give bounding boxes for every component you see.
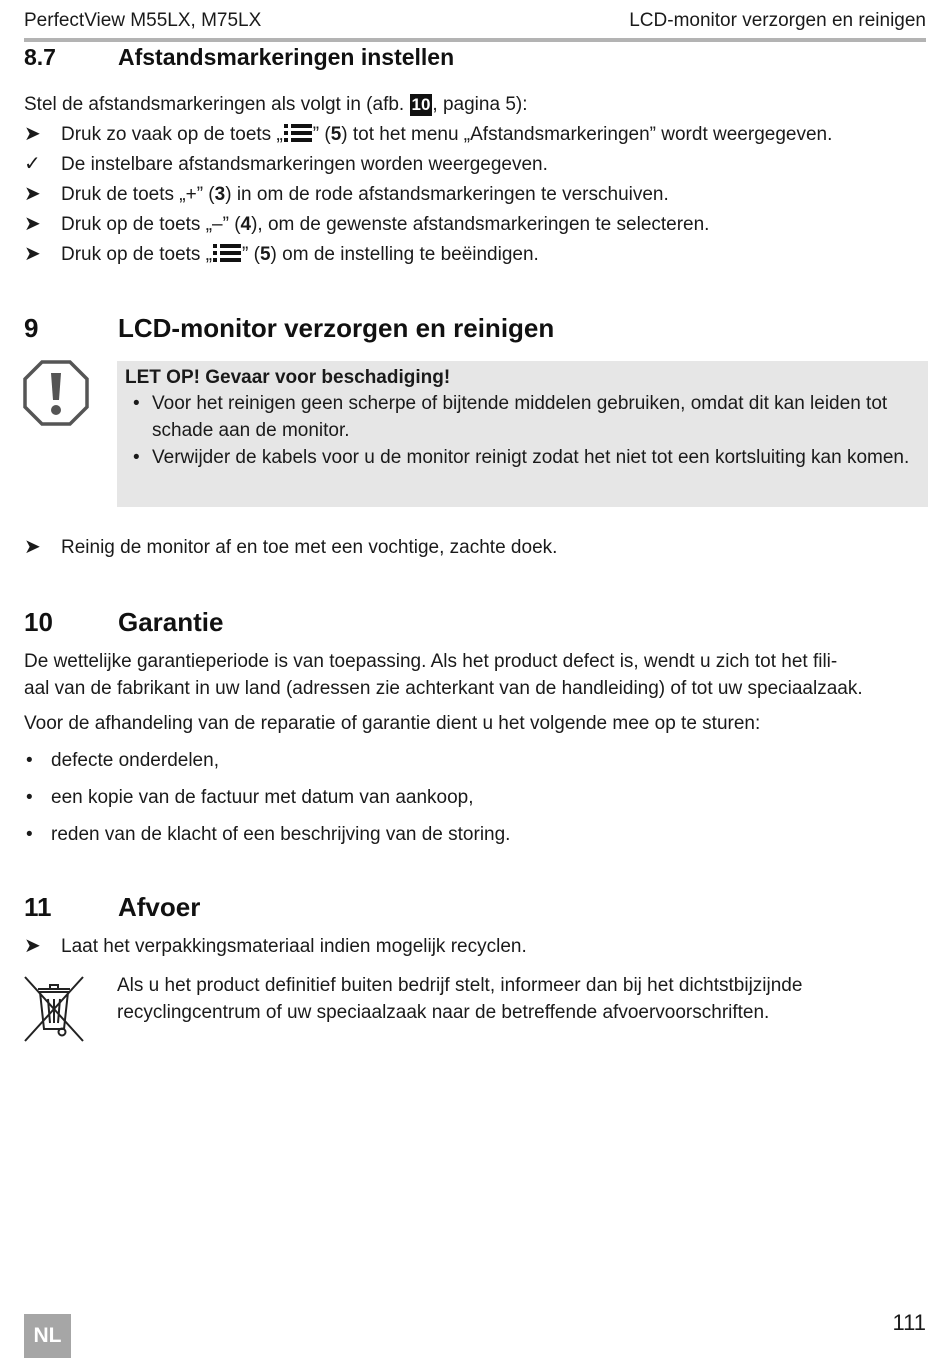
figure-reference: 10 <box>411 95 431 114</box>
section-heading-8-7 <box>24 44 624 74</box>
step-arrow-icon: ➤ <box>24 123 41 145</box>
section-title: LCD-monitor verzorgen en reinigen <box>118 313 555 343</box>
bullet-icon: • <box>133 447 140 468</box>
step-arrow-icon: ➤ <box>24 935 41 957</box>
section-title: Afvoer <box>118 892 201 922</box>
section-number: 8.7 <box>24 44 56 70</box>
warning-item-text: Verwijder de kabels voor u de monitor reinigt zodat het niet tot een kortsluiting kan komen. <box>152 447 910 468</box>
step-arrow-icon: ➤ <box>24 243 41 265</box>
section-heading-11 <box>24 892 524 926</box>
page-number: 111 <box>892 1310 926 1335</box>
intro-paragraph <box>24 91 930 118</box>
step-text: Druk de toets „+” (3) in om de rode afstandsmarkeringen te verschuiven. <box>61 184 669 205</box>
bullet-icon: • <box>26 787 33 808</box>
step-arrow-icon: ➤ <box>24 213 41 235</box>
header-chapter: LCD-monitor verzorgen en reinigen <box>629 10 926 31</box>
crossed-out-bin-icon <box>22 975 86 1043</box>
bullet-icon: • <box>133 393 140 414</box>
bullet-icon: • <box>26 824 33 845</box>
list-item-text: reden van de klacht of een beschrijving van de storing. <box>51 824 511 845</box>
warranty-line: aal van de fabrikant in uw land (adressen zie achterkant van de handleiding) of tot uw speciaalzaak. <box>24 678 863 699</box>
warning-title: LET OP! Gevaar voor beschadiging! <box>125 367 451 388</box>
section-title: Afstandsmarkeringen instellen <box>118 44 455 70</box>
warranty-line: De wettelijke garantieperiode is van toepassing. Als het product defect is, wendt u zich tot het fili- <box>24 651 838 672</box>
step-text: Druk op de toets „ ” (5) om de instelling te beëindigen. <box>61 244 539 265</box>
step-text: Druk zo vaak op de toets „ ” (5) tot het menu „Afstandsmarkeringen” wordt weergegeven. <box>61 124 833 145</box>
section-title: Garantie <box>118 607 224 637</box>
result-text: De instelbare afstandsmarkeringen worden weergegeven. <box>61 154 548 175</box>
step-arrow-icon: ➤ <box>24 183 41 205</box>
warranty-paragraph <box>24 648 930 702</box>
step-text: Reinig de monitor af en toe met een vochtige, zachte doek. <box>61 537 558 558</box>
section-number: 9 <box>24 313 39 343</box>
step-arrow-icon: ➤ <box>24 536 41 558</box>
page-header <box>24 8 926 42</box>
menu-key-icon <box>284 123 312 143</box>
check-icon: ✓ <box>24 153 41 175</box>
section-number: 11 <box>24 892 52 922</box>
step-text: Druk op de toets „–” (4), om de gewenste afstandsmarkeringen te selecteren. <box>61 214 710 235</box>
warning-octagon-icon <box>22 359 90 427</box>
intro-text-end: , pagina 5): <box>432 94 528 115</box>
header-product: PerfectView M55LX, M75LX <box>24 10 262 31</box>
list-item-text: een kopie van de factuur met datum van aankoop, <box>51 787 474 808</box>
intro-text: Stel de afstandsmarkeringen als volgt in (afb. <box>24 94 405 115</box>
step-text: Laat het verpakkingsmateriaal indien mogelijk recyclen. <box>61 936 527 957</box>
warranty-requirements-intro: Voor de afhandeling van de reparatie of garantie dient u het volgende mee op te sturen: <box>24 713 761 734</box>
bullet-icon: • <box>26 750 33 771</box>
section-heading-10 <box>24 607 524 641</box>
list-item-text: defecte onderdelen, <box>51 750 219 771</box>
section-number: 10 <box>24 607 53 637</box>
warning-item <box>125 444 920 471</box>
warning-item-text: Voor het reinigen geen scherpe of bijtende middelen gebruiken, omdat dit kan leiden tot schade aan de monitor. <box>152 393 888 441</box>
disposal-text: Als u het product definitief buiten bedrijf stelt, informeer dan bij het dichtstbijzijnde recyclingcentrum of uw speciaalzaak naar de betreffende afvoervoorschriften. <box>117 975 803 1023</box>
warning-box <box>117 361 928 507</box>
section-heading-9 <box>24 313 724 347</box>
menu-key-icon <box>213 243 241 263</box>
warning-item <box>125 390 920 444</box>
language-badge: NL <box>24 1314 71 1358</box>
